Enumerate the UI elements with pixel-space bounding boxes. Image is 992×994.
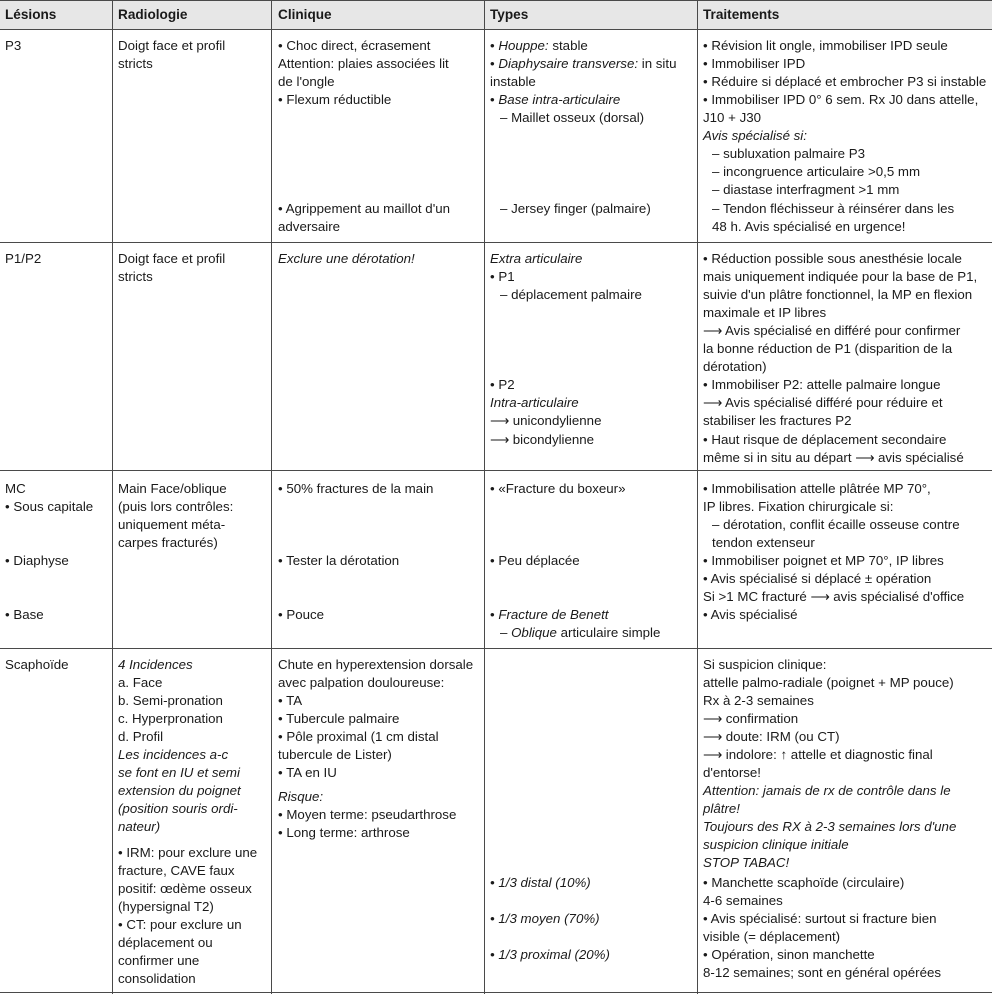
- p3-radio-line: Doigt face et profil: [118, 38, 226, 53]
- column-divider: [271, 0, 272, 994]
- scaph-trait-line: STOP TABAC!: [703, 855, 790, 870]
- header-clinique: Clinique: [278, 7, 332, 22]
- mc-clinique-line: • 50% fractures de la main: [278, 481, 434, 496]
- scaph-trait-line: Rx à 2-3 semaines: [703, 693, 814, 708]
- p3-trait-line: – incongruence articulaire >0,5 mm: [712, 164, 921, 179]
- mc-types-line: • «Fracture du boxeur»: [490, 481, 626, 496]
- mc-types-line: • Peu déplacée: [490, 553, 580, 568]
- p1p2-trait-line: la bonne réduction de P1 (disparition de la: [703, 341, 953, 356]
- row-divider: [0, 470, 992, 471]
- p3-clinique-line: • Flexum réductible: [278, 92, 392, 107]
- p1p2-types-line: ⟶ unicondylienne: [490, 413, 602, 428]
- lesion-p1p2: P1/P2: [5, 251, 42, 266]
- p1p2-types-line: Extra articulaire: [490, 251, 583, 266]
- mc-types-line: • Fracture de Benett: [490, 607, 609, 622]
- row-divider: [0, 242, 992, 243]
- scaph-trait-line: ⟶ confirmation: [703, 711, 799, 726]
- mc-trait-line: • Avis spécialisé si déplacé ± opération: [703, 571, 932, 586]
- lesion-mc-sub: • Base: [5, 607, 44, 622]
- mc-trait-line: IP libres. Fixation chirurgicale si:: [703, 499, 894, 514]
- scaph-radio-line: nateur): [118, 819, 161, 834]
- p3-clinique-line: • Choc direct, écrasement: [278, 38, 431, 53]
- scaph-radio-line: • IRM: pour exclure une: [118, 845, 258, 860]
- p1p2-radio-line: stricts: [118, 269, 153, 284]
- p1p2-trait-line: ⟶ Avis spécialisé différé pour réduire et: [703, 395, 943, 410]
- scaph-radio-line: • CT: pour exclure un: [118, 917, 242, 932]
- scaph-radio-line: déplacement ou: [118, 935, 213, 950]
- mc-trait-line: • Avis spécialisé: [703, 607, 798, 622]
- mc-trait-line: • Immobilisation attelle plâtrée MP 70°,: [703, 481, 931, 496]
- header-types: Types: [490, 7, 529, 22]
- p1p2-trait-line: stabiliser les fractures P2: [703, 413, 852, 428]
- scaph-trait-line: 8-12 semaines; sont en général opérées: [703, 965, 942, 980]
- lesion-p3: P3: [5, 38, 22, 53]
- scaph-types-line: • 1/3 moyen (70%): [490, 911, 600, 926]
- p1p2-trait-line: dérotation): [703, 359, 767, 374]
- p3-clinique-line: Attention: plaies associées lit: [278, 56, 449, 71]
- scaph-trait-line: Attention: jamais de rx de contrôle dans le: [703, 783, 951, 798]
- p1p2-radio-line: Doigt face et profil: [118, 251, 226, 266]
- p3-trait-line: – diastase interfragment >1 mm: [712, 182, 900, 197]
- p1p2-trait-line: mais uniquement indiquée pour la base de P1,: [703, 269, 978, 284]
- header-lesions: Lésions: [5, 7, 57, 22]
- mc-radio-line: carpes fracturés): [118, 535, 218, 550]
- p1p2-types-line: • P2: [490, 377, 515, 392]
- scaph-radio-line: c. Hyperpronation: [118, 711, 223, 726]
- p1p2-types-line: • P1: [490, 269, 515, 284]
- mc-trait-line: • Immobiliser poignet et MP 70°, IP libres: [703, 553, 944, 568]
- lesion-scaphoide: Scaphoïde: [5, 657, 69, 672]
- mc-clinique-line: • Tester la dérotation: [278, 553, 400, 568]
- scaph-trait-line: ⟶ doute: IRM (ou CT): [703, 729, 840, 744]
- scaph-trait-line: plâtre!: [703, 801, 740, 816]
- p1p2-types-line: Intra-articulaire: [490, 395, 579, 410]
- scaph-clinique-line: avec palpation douloureuse:: [278, 675, 445, 690]
- p1p2-trait-line: suivie d'un plâtre fonctionnel, la MP en flexion: [703, 287, 973, 302]
- header-traitements: Traitements: [703, 7, 780, 22]
- lesion-mc-sub: • Sous capitale: [5, 499, 94, 514]
- p3-types-line: • Diaphysaire transverse: in situ: [490, 56, 677, 71]
- scaph-clinique-line: • Long terme: arthrose: [278, 825, 410, 840]
- scaph-trait-line: attelle palmo-radiale (poignet + MP pouce): [703, 675, 954, 690]
- column-divider: [484, 0, 485, 994]
- mc-clinique-line: • Pouce: [278, 607, 325, 622]
- p1p2-trait-line: • Réduction possible sous anesthésie locale: [703, 251, 962, 266]
- scaph-radio-line: se font en IU et semi: [118, 765, 240, 780]
- p3-trait-line: • Immobiliser IPD 0° 6 sem. Rx J0 dans attelle,: [703, 92, 979, 107]
- p3-types-line: – Maillet osseux (dorsal): [500, 110, 645, 125]
- scaph-trait-line: Toujours des RX à 2-3 semaines lors d'une: [703, 819, 957, 834]
- p1p2-trait-line: ⟶ Avis spécialisé en différé pour confirmer: [703, 323, 961, 338]
- scaph-radio-line: consolidation: [118, 971, 196, 986]
- scaph-clinique-line: • Moyen terme: pseudarthrose: [278, 807, 457, 822]
- mc-radio-line: (puis lors contrôles:: [118, 499, 234, 514]
- scaph-clinique-line: • TA: [278, 693, 303, 708]
- mc-radio-line: Main Face/oblique: [118, 481, 227, 496]
- scaph-radio-line: 4 Incidences: [118, 657, 193, 672]
- mc-types-line: – Oblique articulaire simple: [500, 625, 661, 640]
- mc-radio-line: uniquement méta-: [118, 517, 226, 532]
- p1p2-trait-line: • Haut risque de déplacement secondaire: [703, 432, 947, 447]
- row-divider: [0, 648, 992, 649]
- p3-trait-line: • Immobiliser IPD: [703, 56, 806, 71]
- row-divider: [0, 992, 992, 993]
- scaph-types-line: • 1/3 proximal (20%): [490, 947, 610, 962]
- p3-radio-line: stricts: [118, 56, 153, 71]
- p3-trait-line: – Tendon fléchisseur à réinsérer dans les: [712, 201, 955, 216]
- mc-trait-line: – dérotation, conflit écaille osseuse contre: [712, 517, 960, 532]
- column-divider: [112, 0, 113, 994]
- scaph-clinique-line: Chute en hyperextension dorsale: [278, 657, 474, 672]
- scaph-trait-line: suspicion clinique initiale: [703, 837, 849, 852]
- scaph-clinique-line: • Tubercule palmaire: [278, 711, 400, 726]
- scaph-radio-line: positif: œdème osseux: [118, 881, 252, 896]
- p1p2-trait-line: maximale et IP libres: [703, 305, 827, 320]
- mc-trait-line: Si >1 MC fracturé ⟶ avis spécialisé d'office: [703, 589, 965, 604]
- p3-types-line: instable: [490, 74, 536, 89]
- p3-clinique-line: • Agrippement au maillot d'un: [278, 201, 451, 216]
- p1p2-types-line: – déplacement palmaire: [500, 287, 642, 302]
- row-divider: [0, 0, 992, 1]
- scaph-clinique-line: Risque:: [278, 789, 324, 804]
- scaph-trait-line: visible (= déplacement): [703, 929, 841, 944]
- p3-clinique-line: de l'ongle: [278, 74, 335, 89]
- scaph-radio-line: d. Profil: [118, 729, 164, 744]
- scaph-radio-line: a. Face: [118, 675, 163, 690]
- scaph-trait-line: Si suspicion clinique:: [703, 657, 827, 672]
- p1p2-trait-line: même si in situ au départ ⟶ avis spécialisé: [703, 450, 964, 465]
- scaph-trait-line: d'entorse!: [703, 765, 761, 780]
- scaph-radio-line: (position souris ordi-: [118, 801, 238, 816]
- scaph-clinique-line: • Pôle proximal (1 cm distal: [278, 729, 439, 744]
- scaph-clinique-line: tubercule de Lister): [278, 747, 392, 762]
- p3-types-line: • Base intra-articulaire: [490, 92, 621, 107]
- row-divider: [0, 29, 992, 30]
- scaph-radio-line: fracture, CAVE faux: [118, 863, 235, 878]
- p3-types-line: – Jersey finger (palmaire): [500, 201, 651, 216]
- mc-trait-line: tendon extenseur: [712, 535, 815, 550]
- scaph-trait-line: • Avis spécialisé: surtout si fracture bien: [703, 911, 937, 926]
- scaph-trait-line: • Opération, sinon manchette: [703, 947, 875, 962]
- p3-trait-line: J10 + J30: [703, 110, 762, 125]
- scaph-radio-line: b. Semi-pronation: [118, 693, 223, 708]
- p3-trait-line: • Révision lit ongle, immobiliser IPD seule: [703, 38, 948, 53]
- p3-types-line: • Houppe: stable: [490, 38, 588, 53]
- p3-trait-line: Avis spécialisé si:: [703, 128, 807, 143]
- scaph-trait-line: • Manchette scaphoïde (circulaire): [703, 875, 905, 890]
- scaph-radio-line: Les incidences a-c: [118, 747, 229, 762]
- p3-trait-line: • Réduire si déplacé et embrocher P3 si instable: [703, 74, 987, 89]
- scaph-types-line: • 1/3 distal (10%): [490, 875, 591, 890]
- p3-clinique-line: adversaire: [278, 219, 341, 234]
- lesion-mc-sub: • Diaphyse: [5, 553, 69, 568]
- scaph-trait-line: ⟶ indolore: ↑ attelle et diagnostic final: [703, 747, 933, 762]
- scaph-trait-line: 4-6 semaines: [703, 893, 783, 908]
- scaph-radio-line: confirmer une: [118, 953, 200, 968]
- p1p2-types-line: ⟶ bicondylienne: [490, 432, 595, 447]
- p3-trait-line: – subluxation palmaire P3: [712, 146, 866, 161]
- column-divider: [697, 0, 698, 994]
- scaph-clinique-line: • TA en IU: [278, 765, 337, 780]
- p1p2-trait-line: • Immobiliser P2: attelle palmaire longue: [703, 377, 941, 392]
- scaph-radio-line: (hypersignal T2): [118, 899, 214, 914]
- scaph-radio-line: extension du poignet: [118, 783, 241, 798]
- header-radiologie: Radiologie: [118, 7, 188, 22]
- p1p2-clinique-line: Exclure une dérotation!: [278, 251, 415, 266]
- lesion-mc: MC: [5, 481, 26, 496]
- p3-trait-line: 48 h. Avis spécialisé en urgence!: [712, 219, 906, 234]
